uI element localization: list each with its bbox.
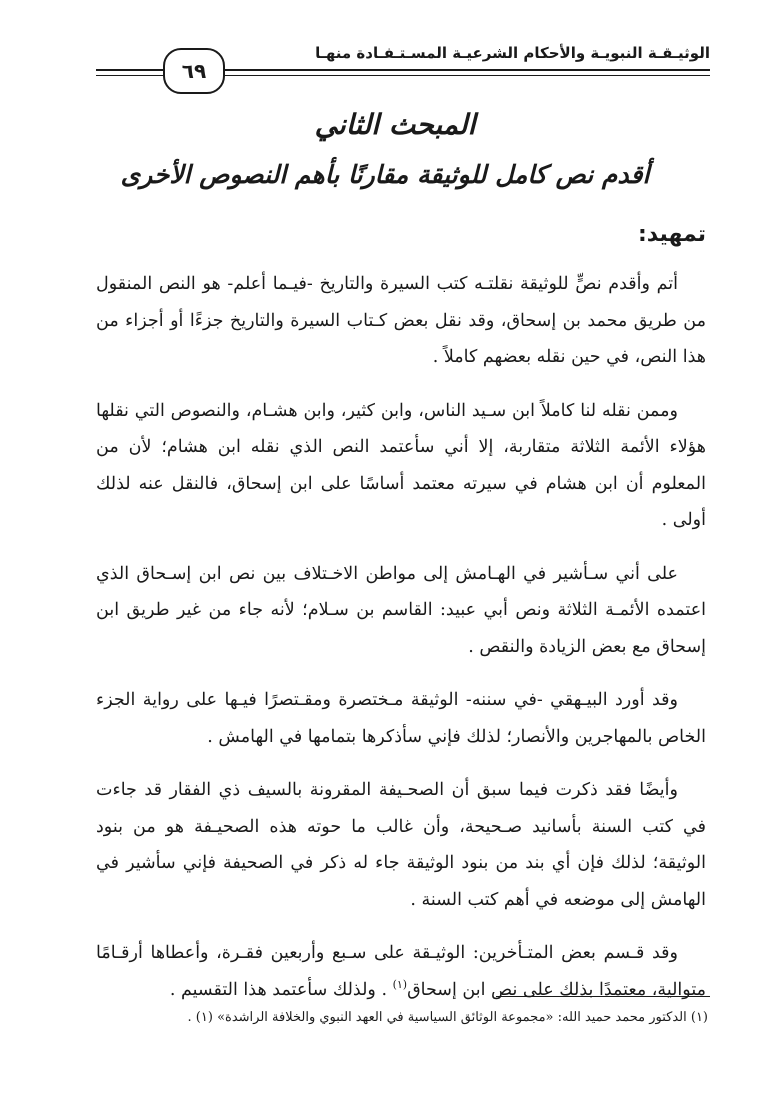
page-number-badge: ٦٩ <box>163 48 225 94</box>
paragraph-1: أتم وأقدم نصٍّ للوثيقة نقلتـه كتب السيرة والتاريخ -فيـما أعلم- هو النص المنقول من طريق محمد بن إسحاق، وقد نقل بعض كـتاب السيرة والتاريخ جزءًا أو أجزاء من هذا النص، في حين نقله بعضهم كاملاً . <box>96 274 706 367</box>
paragraph-4: وقد أورد البيـهقي -في سننه- الوثيقة مـختصرة ومقـتصرًا فيـها على رواية الجزء الخاص بالمهاجرين والأنصار؛ لذلك فإني سأذكرها بتمامها في الهامش . <box>96 690 706 747</box>
footnote: (١) الدكتور محمد حميد الله: «مجموعة الوثائق السياسية في العهد النبوي والخلافة الراشدة» (١) . <box>187 1010 708 1025</box>
running-header-title: الوثيـقـة النبويـة والأحكام الشرعيـة المسـتـفـادة منهـا <box>315 44 710 62</box>
intro-heading: تمهيد: <box>637 222 706 247</box>
paragraph-5: وأيضًا فقد ذكرت فيما سبق أن الصحـيفة المقرونة بالسيف ذي الفقار قد جاءت في كتب السنة بأسانيد صـحيحة، وأن غالب ما حوته هذه الصحيـفة هو من بنود الوثيقة؛ لذلك فإن أي بند من بنود الوثيقة جاء له ذكر في الصحيفة فإني سأشير في الهامش إلى موضعه في أهم كتب السنة . <box>96 780 706 910</box>
section-title: المبحث الثاني <box>314 108 476 141</box>
body-text <box>96 266 706 1025</box>
paragraph-6 <box>96 935 706 1008</box>
paragraph-3: على أني سـأشير في الهـامش إلى مواطن الاخـتلاف بين نص ابن إسـحاق الذي اعتمده الأئمـة الثلاثة ونص أبي عبيد: القاسم بن سـلام؛ لأنه جاء من غير طريق ابن إسحاق مع بعض الزيادة والنقص . <box>96 563 706 657</box>
footnote-reference[interactable]: (١) <box>392 977 408 991</box>
paragraph-2: وممن نقله لنا كاملاً ابن سـيد الناس، وابن كثير، وابن هشـام، والنصوص التي نقلها هؤلاء الأئمة الثلاثة متقاربة، إلا أني سأعتمد النص الذي نقله ابن هشام؛ لأن من المعلوم أن ابن هشام في سيرته معتمد أساسًا على ابن إسحاق، فالنقل عنه لذلك أولى . <box>96 400 706 530</box>
section-subtitle: أقدم نص كامل للوثيقة مقارنًا بأهم النصوص الأخرى <box>120 160 650 189</box>
paragraph-6-ending: . ولذلك سأعتمد هذا التقسيم . <box>169 979 393 1000</box>
paragraph-6-text: وقد قـسم بعض المتـأخرين: الوثيـقة على سـبع وأربعين فقـرة، وأعطاها أرقـامًا متوالية، معتمدًا بذلك على نص ابن إسحاق <box>96 943 706 1000</box>
footnote-separator <box>496 996 710 997</box>
